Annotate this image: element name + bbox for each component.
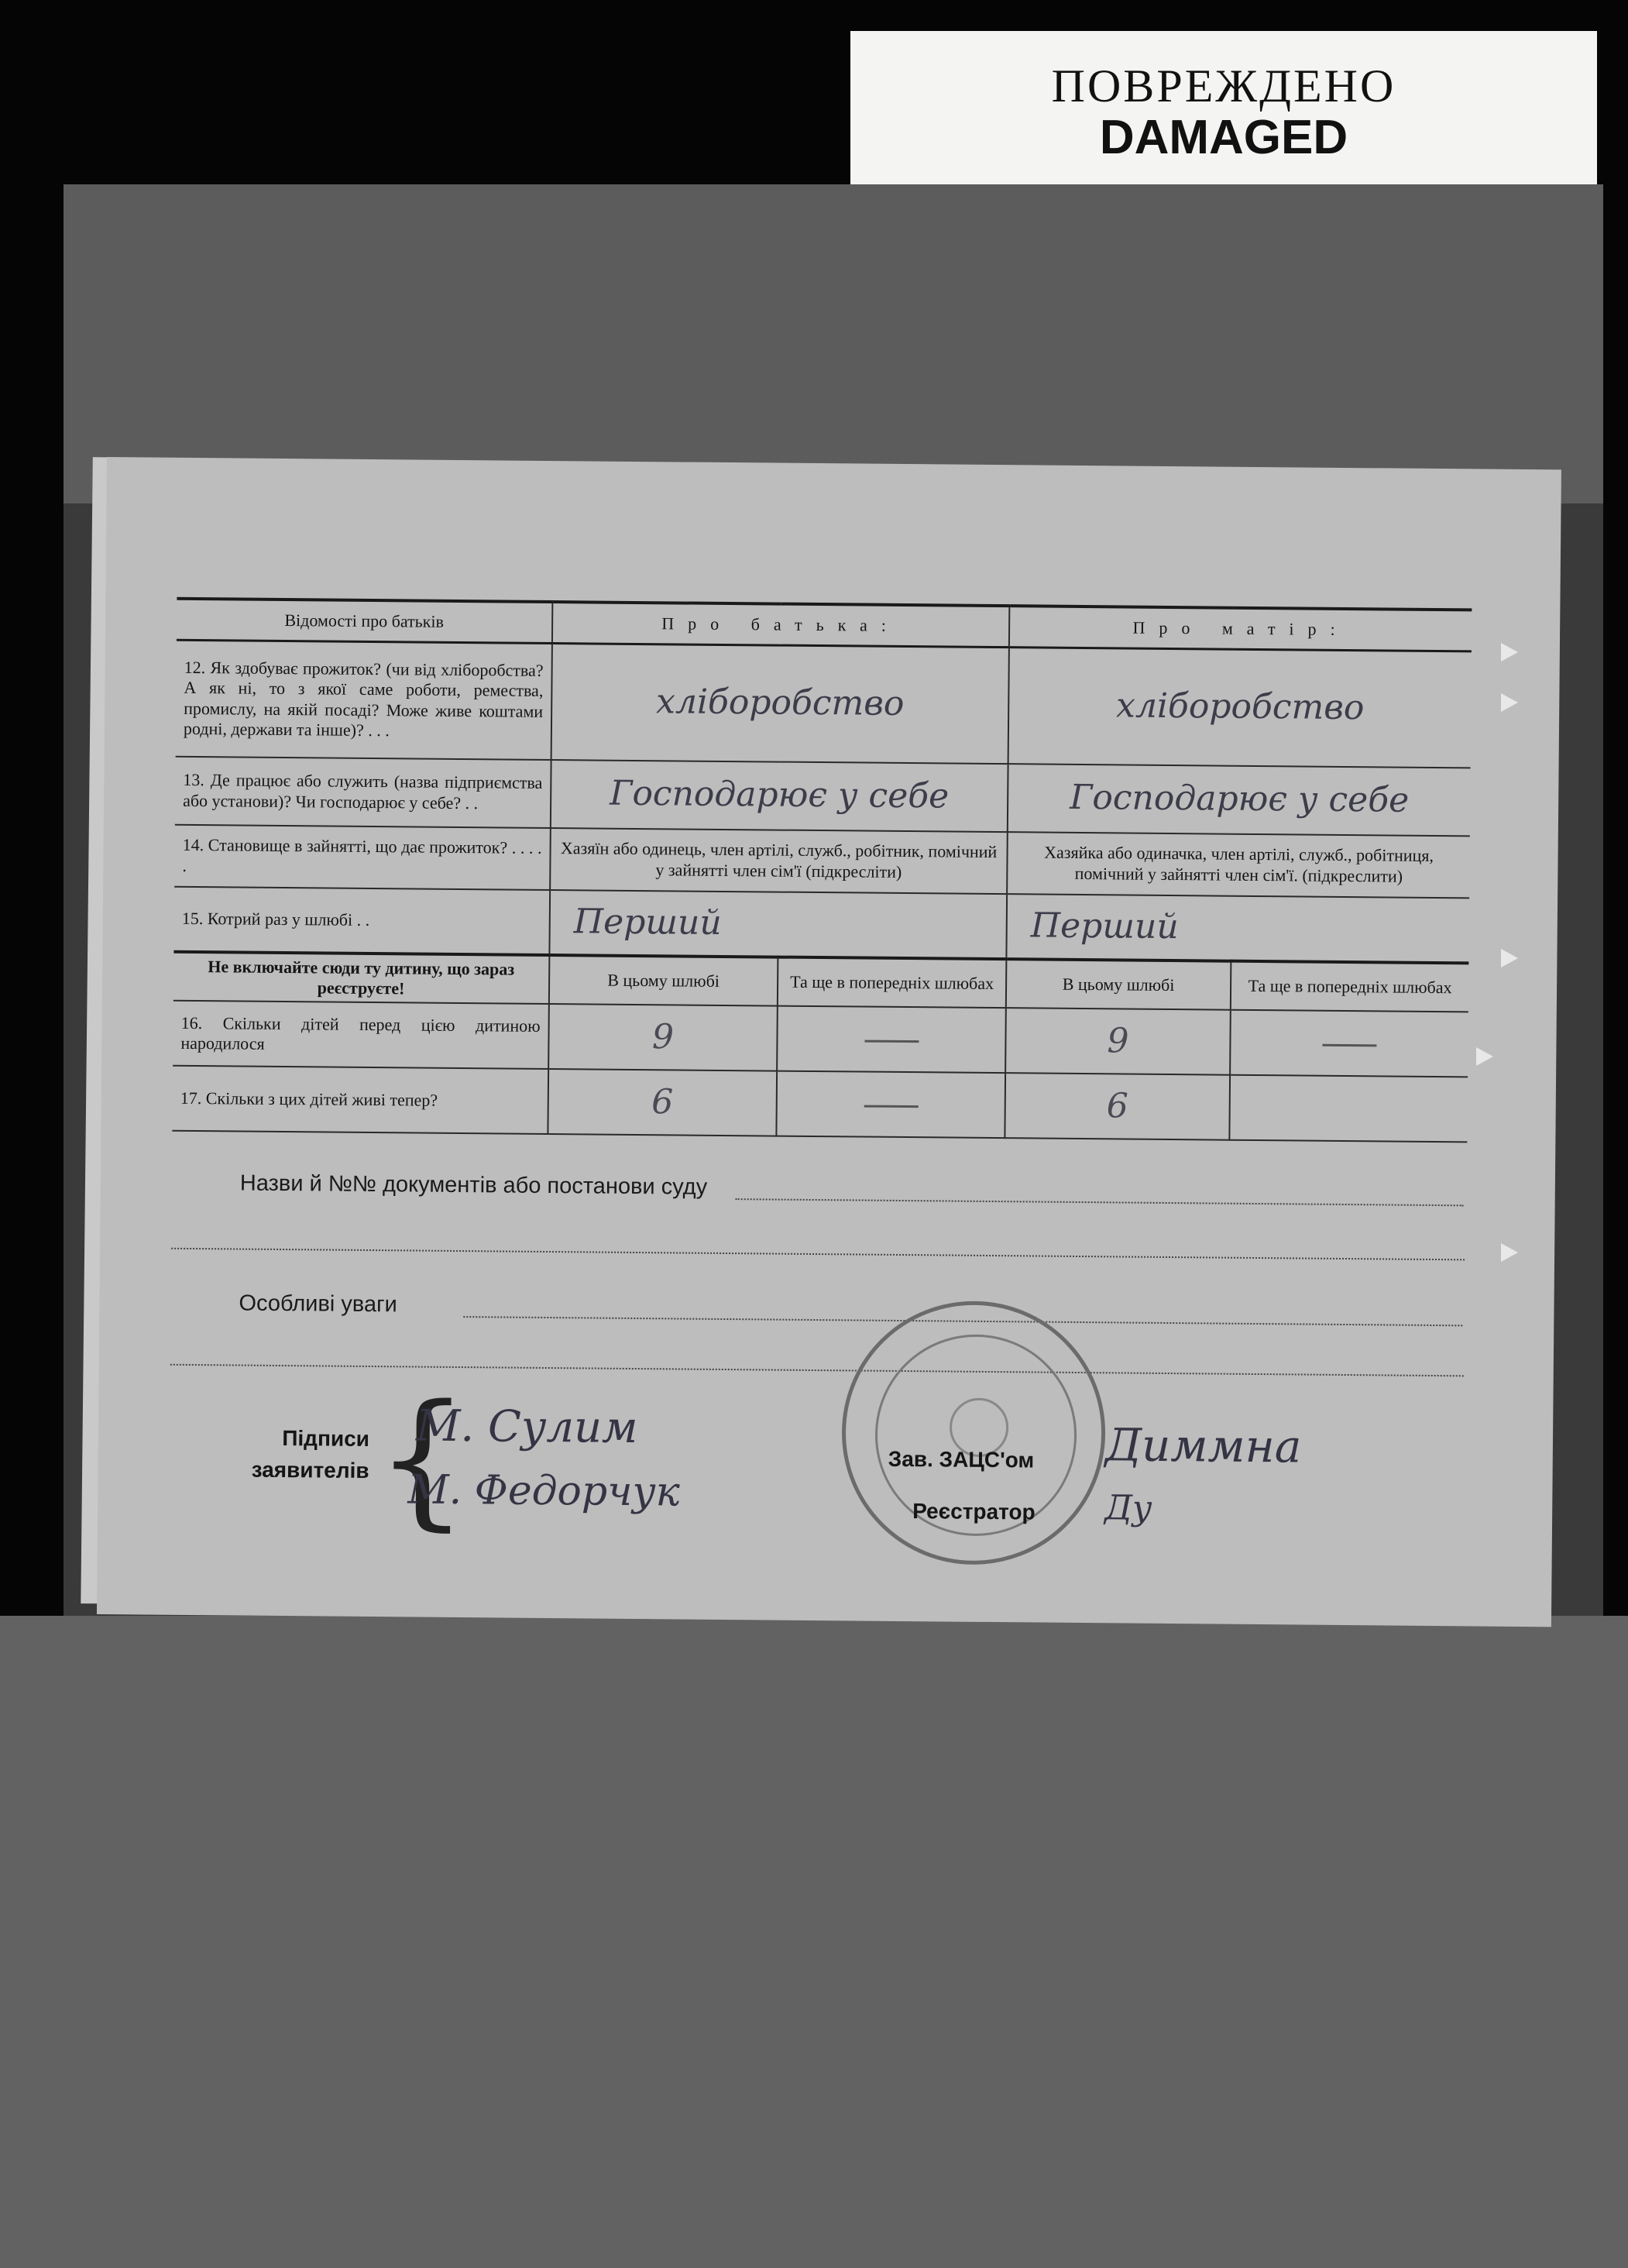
registrar-label: Реєстратор <box>912 1499 1036 1524</box>
answer-16-father-prev <box>777 1006 1006 1074</box>
question-14: 14. Становище в зайнятті, що дає прожиток? . . . . . <box>174 824 551 889</box>
signatures-label-line1: Підписи <box>282 1426 370 1452</box>
col-mother-this-marriage: В цьому шлюбі <box>1006 959 1231 1010</box>
dash-mark <box>864 1105 918 1108</box>
applicant-signature-2: М. Федорчук <box>407 1466 680 1516</box>
clip-mark <box>1501 949 1518 967</box>
folder-background-bottom <box>0 1616 1628 2268</box>
answer-16-father-this: 9 <box>548 1004 778 1071</box>
header-father: Про батька: <box>552 602 1009 648</box>
answer-16-mother-this: 9 <box>1005 1008 1231 1075</box>
answer-17-mother-prev <box>1229 1075 1468 1143</box>
head-label: Зав. ЗАЦС'ом <box>888 1446 1035 1472</box>
damaged-label-ru: ПОВРЕЖДЕНО <box>1051 60 1396 112</box>
answer-17-father-prev <box>776 1071 1005 1139</box>
applicants-signatures-label <box>222 1422 369 1486</box>
answer-13-mother: Господарює у себе <box>1008 764 1471 836</box>
remarks-label: Особливі уваги <box>239 1290 397 1318</box>
clip-mark <box>1501 643 1518 662</box>
dash-mark <box>864 1040 919 1043</box>
question-16: 16. Скільки дітей перед цією дитиною народилося <box>173 1001 549 1069</box>
head-signature: Диммна <box>1104 1418 1302 1473</box>
answer-16-mother-prev <box>1230 1010 1468 1077</box>
answer-14-father: Хазяїн або одинець, член артілі, служб., робітник, помічний у зайнятті член сім'ї (підкресліти) <box>550 828 1008 894</box>
header-section: Відомості про батьків <box>177 599 552 644</box>
clip-mark <box>1501 1243 1518 1262</box>
answer-12-father: хліборобство <box>551 644 1009 764</box>
answer-15-father: Перший <box>549 890 1007 959</box>
col-father-this-marriage: В цьому шлюбі <box>549 955 778 1006</box>
question-17: 17. Скільки з цих дітей живі тепер? <box>172 1066 548 1134</box>
registrar-signature: Ду <box>1104 1488 1152 1528</box>
damaged-label-en: DAMAGED <box>1099 111 1348 164</box>
applicant-signature-1: М. Сулим <box>415 1400 638 1454</box>
question-15: 15. Котрий раз у шлюбі . . <box>173 886 550 954</box>
documents-line-1 <box>736 1198 1464 1206</box>
question-12: 12. Як здобуває прожиток? (чи від хліборобства? А як ні, то з якої саме роботи, ремества, промислу, на якій посаді? Може живе коштами родні, держави та інше)? . . . <box>176 640 552 759</box>
damaged-label <box>850 31 1597 197</box>
answer-17-mother-this: 6 <box>1005 1073 1230 1140</box>
documents-label: Назви й №№ документів або постанови суду <box>239 1170 708 1200</box>
remarks-line-2 <box>170 1364 1464 1377</box>
folder-background-top <box>64 184 1603 506</box>
header-mother: Про матір: <box>1009 606 1472 651</box>
question-13: 13. Де працює або служить (назва підприємства або установи)? Чи господарює у себе? . . <box>175 756 551 827</box>
signatures-label-line2: заявителів <box>251 1457 369 1483</box>
answer-13-father: Господарює у себе <box>551 760 1008 832</box>
signatures-brace: { <box>374 1373 470 1545</box>
col-father-prev-marriages: Та ще в попередніх шлюбах <box>778 957 1007 1008</box>
answer-12-mother: хліборобство <box>1008 648 1472 768</box>
record-card <box>97 457 1561 1627</box>
answer-15-mother: Перший <box>1006 894 1469 963</box>
answer-17-father-this: 6 <box>548 1069 777 1136</box>
col-mother-prev-marriages: Та ще в попередніх шлюбах <box>1231 960 1469 1012</box>
clip-mark <box>1476 1047 1493 1066</box>
answer-14-mother: Хазяйка або одиначка, член артілі, служб., робітниця, помічний у зайнятті член сім'ї. (підкреслити) <box>1007 832 1470 898</box>
children-note: Не включайте сюди ту дитину, що зараз реєструєте! <box>173 951 550 1004</box>
documents-line-2 <box>171 1248 1465 1261</box>
dash-mark <box>1322 1043 1376 1046</box>
clip-mark <box>1501 693 1518 712</box>
parents-info-table <box>172 597 1472 1143</box>
